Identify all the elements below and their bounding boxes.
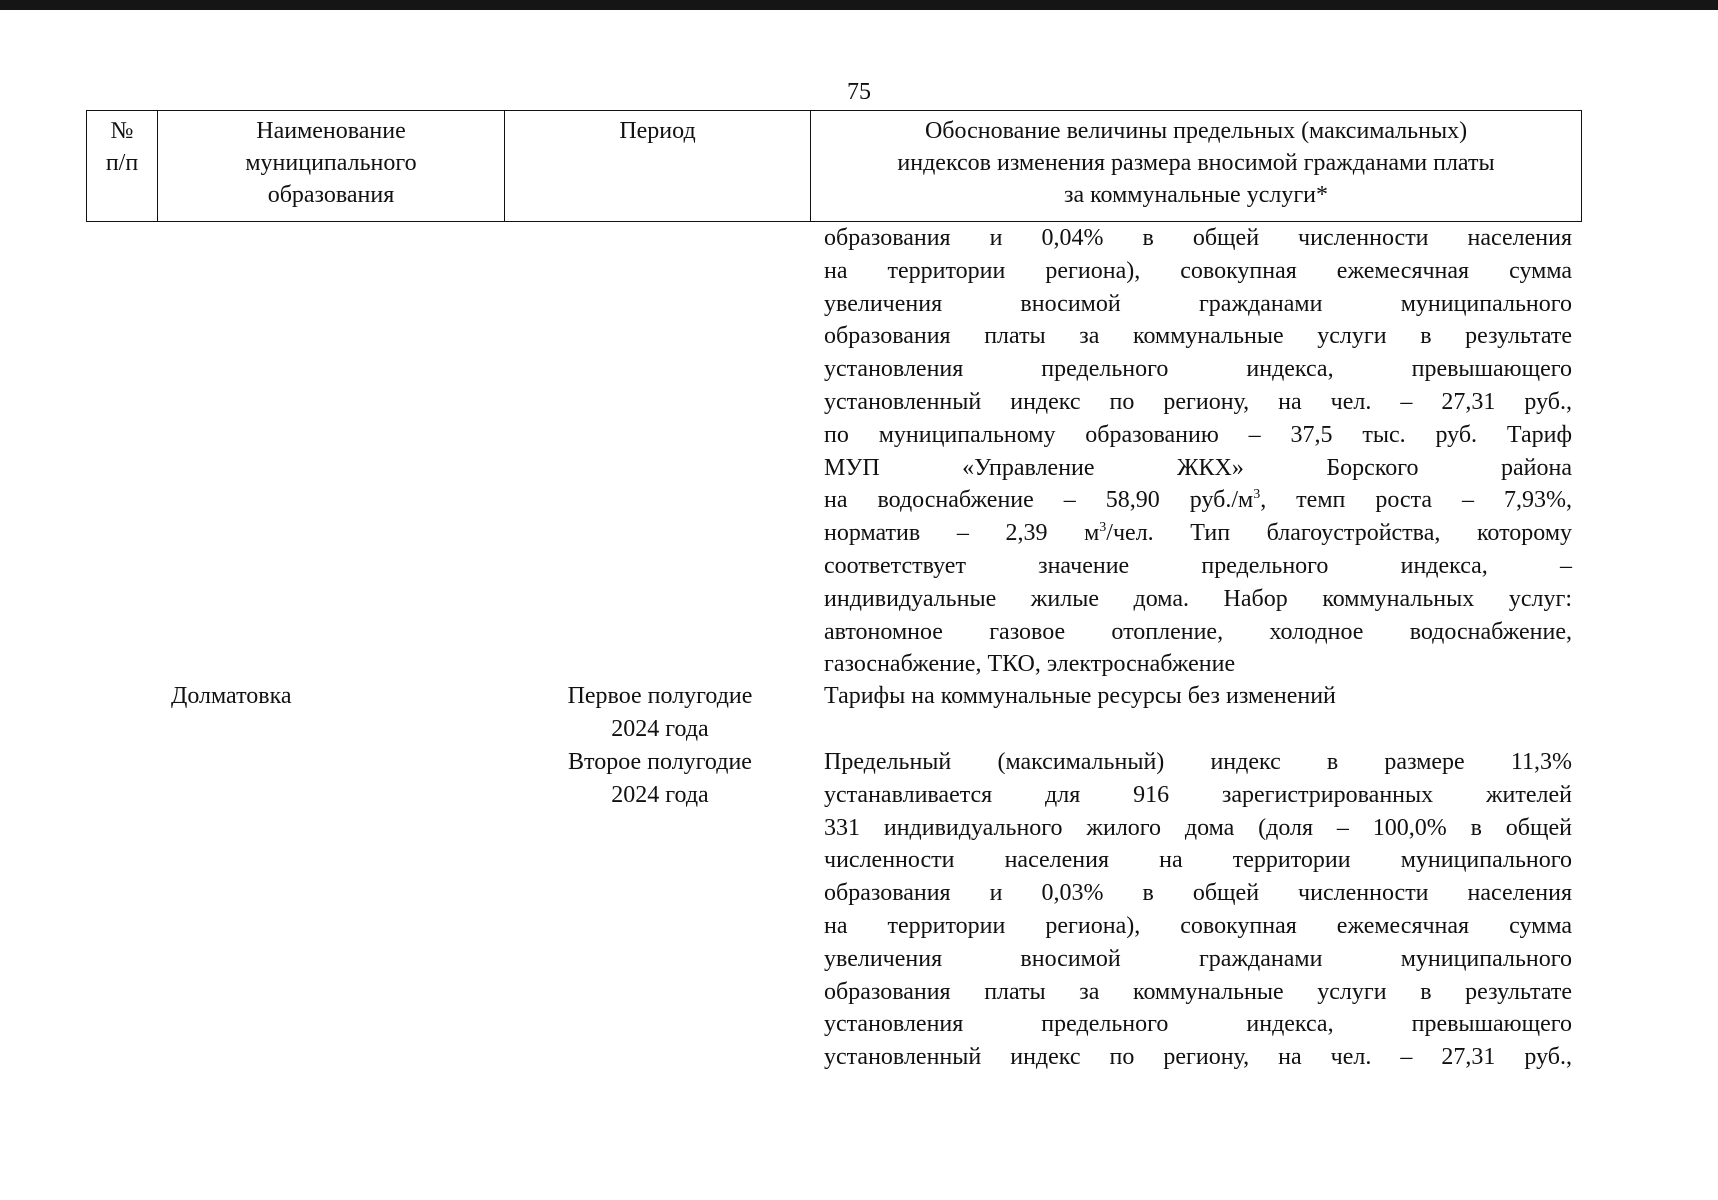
text-fragment: /чел. Тип благоустройства, которому [1106,520,1572,547]
text-line: соответствует значение предельного индекса, – [824,552,1572,579]
scan-top-edge [0,0,1718,10]
header-num-line2: п/п [105,150,139,176]
header-period [505,111,811,222]
header-num-line1: № [110,118,134,144]
header-municipality-line1: Наименование [256,118,406,144]
text-line: МУП «Управление ЖКХ» Борского района [824,454,1572,481]
text-line: численности населения на территории муниципального [824,847,1572,874]
municipality-name: Долматовка [171,683,292,709]
period-second-line2: 2024 года [611,781,709,808]
text-line: газоснабжение, ТКО, электроснабжение [824,651,1236,678]
text-fragment: , темп роста – 7,93%, [1260,487,1572,514]
period-second-line1: Второе полугодие [568,749,752,775]
text-line: 331 индивидуального жилого дома (доля – 100,0% в общей [824,814,1572,841]
text-line: автономное газовое отопление, холодное водоснабжение, [824,618,1572,645]
text-line: установленный индекс по региону, на чел. – 27,31 руб., [824,1044,1572,1071]
header-period-label: Период [619,118,696,144]
text-line: индивидуальные жилые дома. Набор коммунальных услуг: [824,585,1572,612]
header-justification-line1: Обоснование величины предельных (максимальных) [924,118,1468,144]
header-municipality-line3: образования [267,182,395,208]
text-line: образования и 0,03% в общей численности населения [824,880,1572,907]
table-header [86,110,1582,222]
header-justification-line2: индексов изменения размера вносимой гражданами платы [897,150,1495,176]
period-second-justification [824,746,1572,1074]
header-justification-line3: за коммунальные услуги* [1063,182,1329,208]
period-first-half [520,680,800,746]
period-first-line1: Первое полугодие [567,683,753,709]
text-line [824,484,1572,517]
period-first-line2: 2024 года [611,715,709,742]
header-municipality [158,111,505,222]
text-fragment: на водоснабжение – 58,90 руб./м [824,487,1254,514]
text-line: установления предельного индекса, превышающего [824,356,1572,383]
text-line: на территории региона), совокупная ежемесячная сумма [824,912,1572,939]
text-line [824,517,1572,550]
header-municipality-line2: муниципального [245,150,417,176]
superscript: 3 [1099,520,1107,536]
text-line: образования и 0,04% в общей численности населения [824,225,1572,251]
text-line: Предельный (максимальный) индекс в размере 11,3% [824,749,1572,775]
header-justification [811,111,1582,222]
superscript: 3 [1253,487,1261,503]
continuation-justification [824,222,1572,681]
text-line: образования платы за коммунальные услуги в результате [824,978,1572,1005]
page-number: 75 [847,79,871,105]
text-line: устанавливается для 916 зарегистрированных жителей [824,781,1572,808]
text-line: установленный индекс по региону, на чел. – 27,31 руб., [824,388,1572,415]
text-fragment: норматив – 2,39 м [824,520,1100,547]
text-line: увеличения вносимой гражданами муниципального [824,945,1572,972]
text-line: по муниципальному образованию – 37,5 тыс. руб. Тариф [824,421,1572,448]
period-second-half [520,746,800,812]
text-line: образования платы за коммунальные услуги в результате [824,323,1572,350]
period-first-justification: Тарифы на коммунальные ресурсы без изменений [824,683,1336,709]
text-line: увеличения вносимой гражданами муниципального [824,290,1572,317]
text-line: установления предельного индекса, превышающего [824,1011,1572,1038]
header-num [87,111,158,222]
text-line: на территории региона), совокупная ежемесячная сумма [824,257,1572,284]
